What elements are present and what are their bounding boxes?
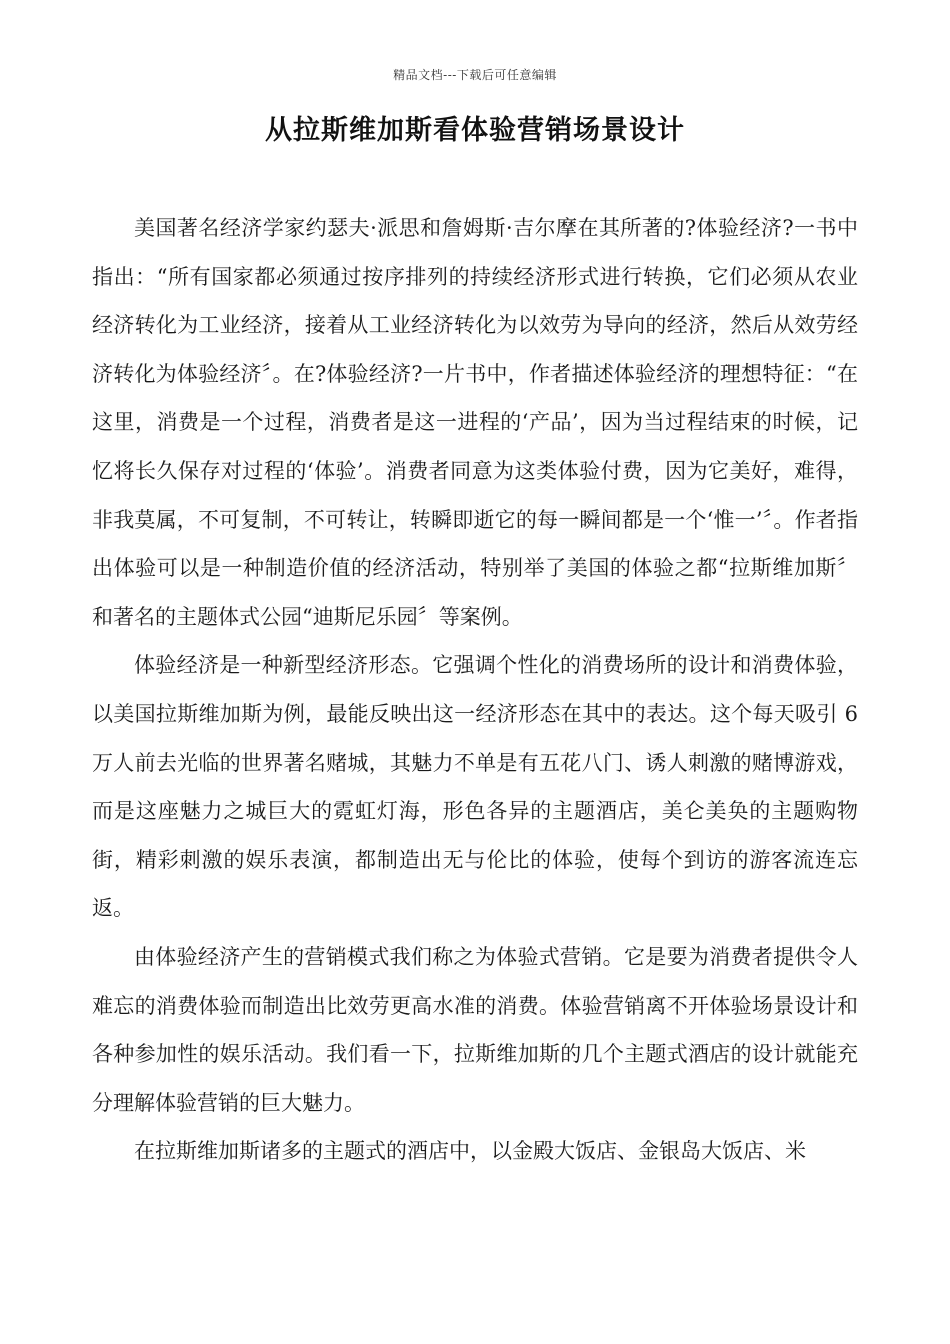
paragraph-2: 体验经济是一种新型经济形态。它强调个性化的消费场所的设计和消费体验，以美国拉斯维加斯为例，最能反映出这一经济形态在其中的表达。这个每天吸引 6 万人前去光临的世界著名赌城，其魅力不单是有五花八门、诱人刺激的赌博游戏，而是这座魅力之城巨大的霓虹灯海，形色各异的主题酒店，美仑美奂的主题购物街，精彩刺激的娱乐表演，都制造出无与伦比的体验，使每个到访的游客流连忘返。: [92, 653, 858, 921]
document-title: 从拉斯维加斯看体验营销场景设计: [265, 115, 685, 146]
paragraph-3: 由体验经济产生的营销模式我们称之为体验式营销。它是要为消费者提供令人难忘的消费体验而制造出比效劳更高水准的消费。体验营销离不开体验场景设计和各种参加性的娱乐活动。我们看一下，拉斯维加斯的几个主题式酒店的设计就能充分理解体验营销的巨大魅力。: [92, 944, 858, 1115]
document-body: [92, 204, 858, 1176]
paragraph-1: 美国著名经济学家约瑟夫·派思和詹姆斯·吉尔摩在其所著的?体验经济?一书中指出：“所有国家都必须通过按序排列的持续经济形式进行转换，它们必须从农业经济转化为工业经济，接着从工业经济转化为以效劳为导向的经济，然后从效劳经济转化为体验经济〞。在?体验经济?一片书中，作者描述体验经济的理想特征：“在这里，消费是一个过程，消费者是这一进程的‘产品’，因为当过程结束的时候，记忆将长久保存对过程的‘体验’。消费者同意为这类体验付费，因为它美好，难得，非我莫属，不可复制，不可转让，转瞬即逝它的每一瞬间都是一个‘惟一’〞。作者指出体验可以是一种制造价值的经济活动，特别举了美国的体验之都“拉斯维加斯〞和著名的主题体式公园“迪斯尼乐园〞等案例。: [92, 216, 858, 629]
header-note: 精品文档---下载后可任意编辑: [393, 68, 557, 82]
paragraph-4: 在拉斯维加斯诸多的主题式的酒店中，以金殿大饭店、金银岛大饭店、米: [134, 1139, 806, 1164]
